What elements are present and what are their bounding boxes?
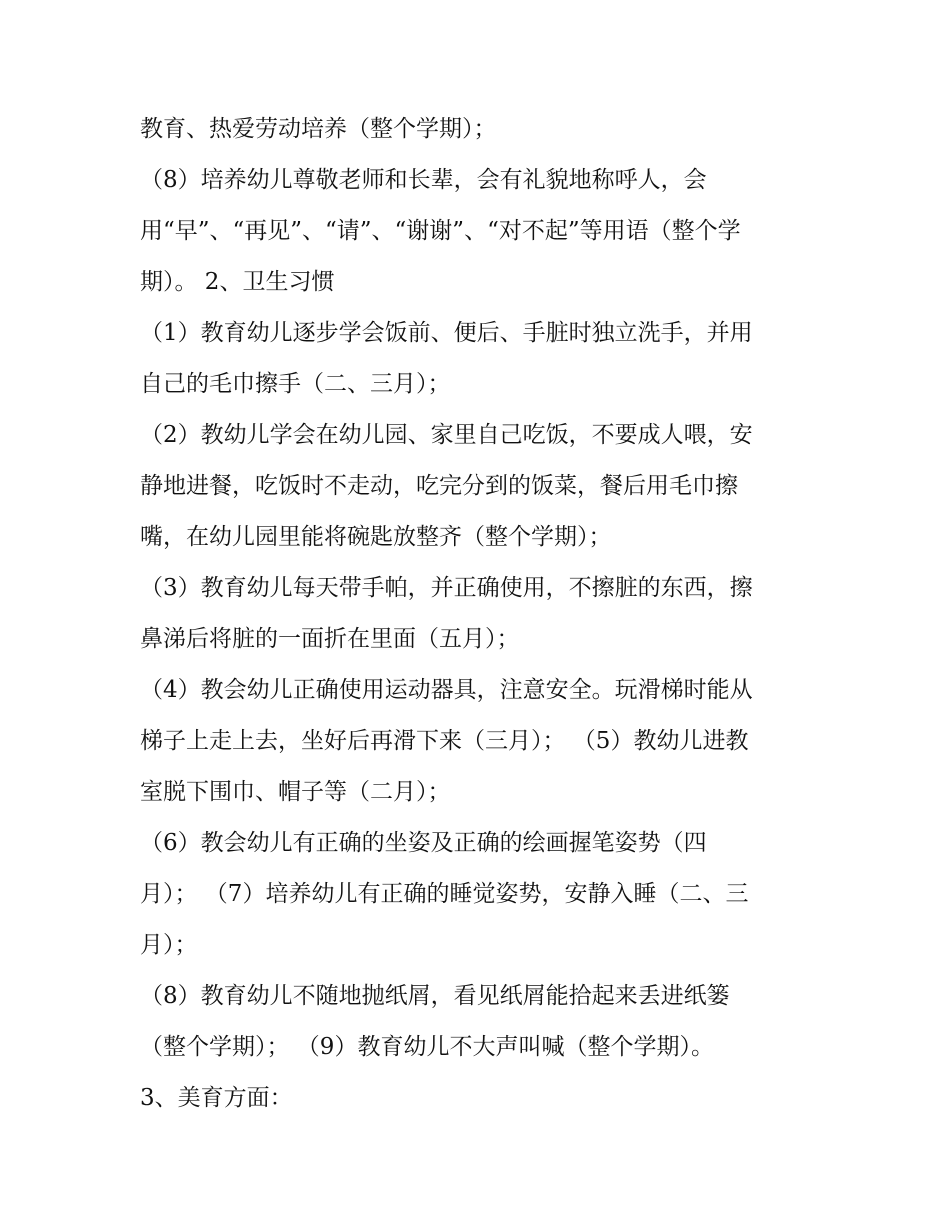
text-line: 自己的毛巾擦手（二、三月）； [140, 371, 451, 397]
text-line: （6）教会幼儿有正确的坐姿及正确的绘画握笔姿势（四 [140, 830, 707, 856]
text-line: 期）。 2、卫生习惯 [140, 269, 335, 295]
text-line: 鼻涕后将脏的一面折在里面（五月）； [140, 626, 520, 652]
text-line: 梯子上走上去，坐好后再滑下来（三月）； （5）教幼儿进教 [140, 728, 749, 754]
text-line: 室脱下围巾、帽子等（二月）； [140, 779, 451, 805]
text-line: （8）培养幼儿尊敬老师和长辈，会有礼貌地称呼人，会 [140, 167, 707, 193]
text-line: 嘴，在幼儿园里能将碗匙放整齐（整个学期）； [140, 524, 612, 550]
text-line: （8）教育幼儿不随地抛纸屑，看见纸屑能拾起来丢进纸篓 [140, 983, 730, 1009]
text-line: （1）教育幼儿逐步学会饭前、便后、手脏时独立洗手，并用 [140, 320, 753, 346]
text-line: 月）； （7）培养幼儿有正确的睡觉姿势，安静入睡（二、三 [140, 881, 749, 907]
text-line: （2）教幼儿学会在幼儿园、家里自己吃饭，不要成人喂，安 [140, 422, 753, 448]
text-line: （整个学期）； （9）教育幼儿不大声叫喊（整个学期）。 [140, 1034, 714, 1060]
text-line: 月）； [140, 932, 198, 958]
document-body [140, 104, 820, 1124]
section-heading: 3、美育方面： [140, 1085, 293, 1111]
text-line: 教育、热爱劳动培养（整个学期）； [140, 116, 497, 142]
text-line: 用“早”、“再见”、“请”、“谢谢”、“对不起”等用语（整个学 [140, 218, 741, 244]
text-line: （3）教育幼儿每天带手帕，并正确使用，不擦脏的东西，擦 [140, 575, 753, 601]
text-line: （4）教会幼儿正确使用运动器具，注意安全。玩滑梯时能从 [140, 677, 753, 703]
text-line: 静地进餐，吃饭时不走动，吃完分到的饭菜，餐后用毛巾擦 [140, 473, 738, 499]
